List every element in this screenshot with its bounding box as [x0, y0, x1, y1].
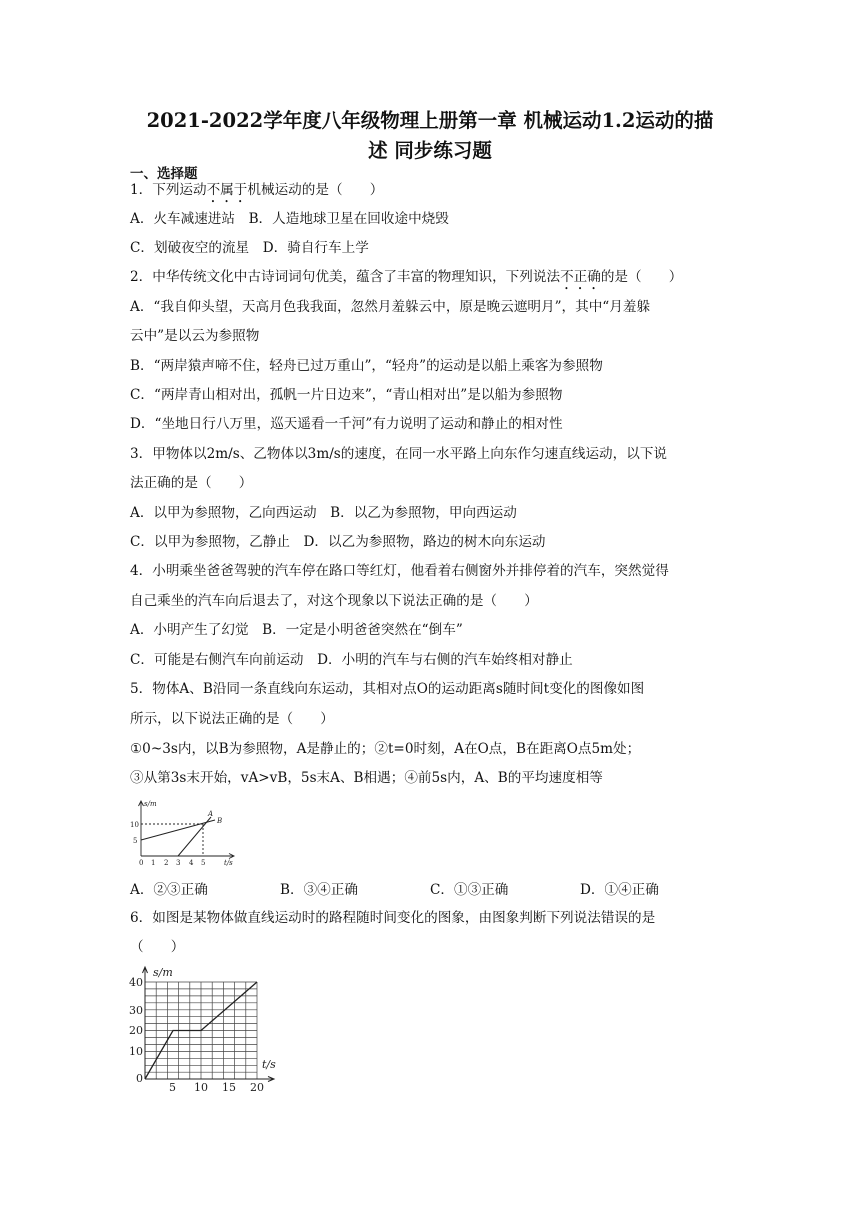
q5-stem-line1: 5．物体A、B沿同一条直线向东运动，其相对点O的运动距离s随时间t变化的图像如图	[130, 681, 645, 697]
q6-ytick-30: 30	[129, 1004, 143, 1017]
q4-options-cd: C．可能是右侧汽车向前运动 D．小明的汽车与右侧的汽车始终相对静止	[130, 652, 573, 668]
q6-stem-line2: （ ）	[130, 939, 185, 955]
q5-ytick-10: 10	[130, 821, 139, 829]
q6-ytick-10: 10	[129, 1045, 143, 1058]
q5-xtick-1: 1	[151, 859, 156, 867]
q6-xlabel: t/s	[262, 1058, 276, 1071]
q3-stem-line1: 3．甲物体以2m/s、乙物体以3m/s的速度，在同一水平路上向东作匀速直线运动，以下说	[130, 446, 668, 462]
q6-ytick-20: 20	[129, 1024, 143, 1037]
q3-stem-line2: 法正确的是（ ）	[130, 475, 253, 491]
q6-ylabel: s/m	[153, 966, 173, 979]
q1-stem-emphasis: 不属于	[206, 182, 248, 198]
q2-stem-post: 的是（ ）	[600, 269, 683, 285]
q6-xtick-15: 15	[222, 1081, 236, 1094]
q5-xtick-0: 0	[139, 859, 144, 867]
q1-options-cd: C．划破夜空的流星 D．骑自行车上学	[130, 240, 369, 256]
q5-option-c: C．①③正确	[430, 882, 509, 898]
section-heading: 一、选择题	[130, 166, 198, 182]
q6-xtick-20: 20	[250, 1081, 264, 1094]
q2-option-a-line2: 云中”是以云为参照物	[130, 328, 260, 344]
q3-options-ab: A．以甲为参照物，乙向西运动 B．以乙为参照物，甲向西运动	[130, 505, 517, 521]
q2-option-d: D．“坐地日行八万里，巡天遥看一千河”有力说明了运动和静止的相对性	[130, 416, 563, 432]
q5-xlabel: t/s	[224, 859, 233, 867]
q4-stem-line1: 4．小明乘坐爸爸驾驶的汽车停在路口等红灯，他看着右侧窗外并排停着的汽车，突然觉得	[130, 563, 669, 579]
q2-option-b: B．“两岸猿声啼不住，轻舟已过万重山”，“轻舟”的运动是以船上乘客为参照物	[130, 358, 603, 374]
q3-options-cd: C．以甲为参照物，乙静止 D．以乙为参照物，路边的树木向东运动	[130, 534, 546, 550]
q5-option-a: A．②③正确	[130, 882, 208, 898]
q5-xtick-3: 3	[176, 859, 181, 867]
q2-stem-pre: 2．中华传统文化中古诗词词句优美，蕴含了丰富的物理知识，下列说法	[130, 269, 561, 285]
q6-ytick-0: 0	[136, 1072, 143, 1085]
q5-xtick-4: 4	[189, 859, 194, 867]
q5-line-b	[141, 820, 215, 840]
q6-stem-line1: 6．如图是某物体做直线运动时的路程随时间变化的图象，由图象判断下列说法错误的是	[130, 910, 656, 926]
q4-stem-line2: 自己乘坐的汽车向后退去了，对这个现象以下说法正确的是（ ）	[130, 593, 538, 609]
title-line-1: 2021-2022学年度八年级物理上册第一章 机械运动1.2运动的描	[146, 109, 714, 132]
q4-options-ab: A．小明产生了幻觉 B．一定是小明爸爸突然在“倒车”	[130, 622, 463, 638]
q5-option-d: D．①④正确	[580, 882, 659, 898]
q5-label-a: A	[208, 810, 214, 818]
q5-ytick-5: 5	[133, 837, 138, 845]
q5-graph	[128, 798, 240, 870]
q5-statements-line2: ③从第3s末开始，vA>vB，5s末A、B相遇；④前5s内，A、B的平均速度相等	[130, 770, 603, 786]
q5-statements-line1: ①0~3s内，以B为参照物，A是静止的；②t=0时刻，A在O点，B在距离O点5m处；	[130, 741, 641, 757]
q6-ytick-40: 40	[129, 976, 143, 989]
q2-stem-emphasis: 不正确	[560, 269, 601, 285]
q2-stem	[130, 267, 682, 293]
q6-graph	[125, 962, 285, 1094]
q5-stem-line2: 所示，以下说法正确的是（ ）	[130, 711, 334, 727]
q2-option-c: C．“两岸青山相对出，孤帆一片日边来”，“青山相对出”是以船为参照物	[130, 387, 563, 403]
q5-xtick-2: 2	[164, 859, 169, 867]
q5-line-a	[178, 817, 211, 856]
q6-xtick-10: 10	[194, 1081, 208, 1094]
q1-stem	[130, 180, 383, 206]
q5-xtick-5: 5	[201, 859, 206, 867]
q5-label-b: B	[217, 817, 223, 825]
q1-options-ab: A．火车减速进站 B．人造地球卫星在回收途中烧毁	[130, 211, 449, 227]
q2-option-a-line1: A．“我自仰头望，天高月色我我面，忽然月羞躲云中，原是晚云遮明月”，其中“月羞躲	[130, 299, 651, 315]
q1-stem-post: 机械运动的是（ ）	[247, 182, 384, 198]
document-title	[120, 106, 740, 166]
q1-stem-pre: 1．下列运动	[130, 182, 207, 198]
title-line-2: 述 同步练习题	[368, 139, 492, 162]
q5-option-b: B．③④正确	[280, 882, 358, 898]
q5-ylabel: s/m	[144, 800, 157, 808]
q6-xtick-5: 5	[169, 1081, 176, 1094]
